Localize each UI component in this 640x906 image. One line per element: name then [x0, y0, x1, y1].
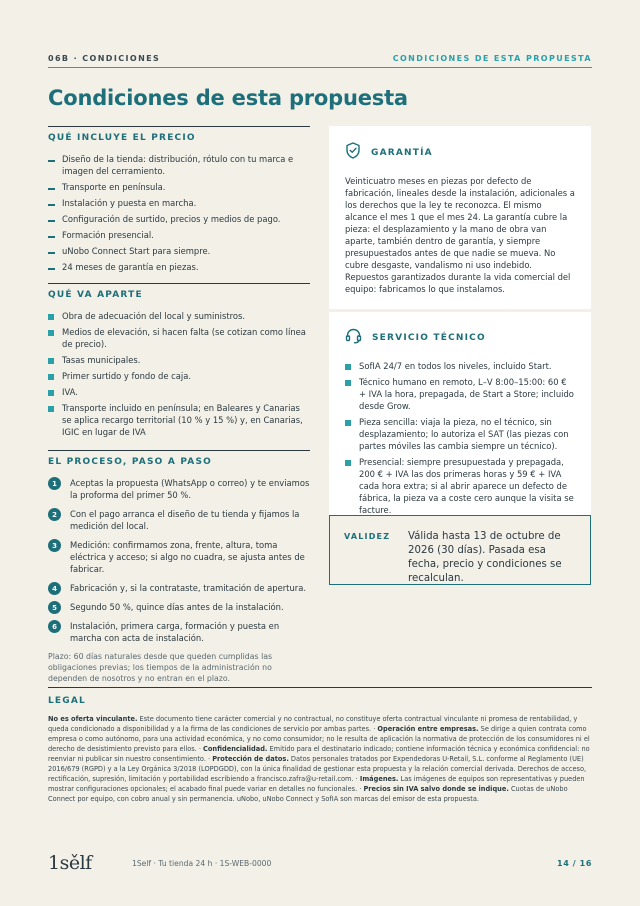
- square-bullet-icon: [48, 330, 54, 336]
- list-item: uNobo Connect Start para siempre.: [48, 245, 310, 257]
- shield-check-icon: [345, 142, 361, 163]
- page-title: Condiciones de esta propuesta: [48, 86, 408, 110]
- section-divider: [48, 283, 310, 284]
- section-divider: [48, 687, 592, 688]
- step-number: 4: [48, 582, 61, 595]
- square-bullet-icon: [345, 380, 351, 386]
- aparte-list: [48, 310, 310, 438]
- section-title: QUÉ INCLUYE EL PRECIO: [48, 133, 196, 143]
- legal-section: [48, 687, 592, 804]
- page-number: 14 / 16: [557, 858, 592, 868]
- list-item: Tasas municipales.: [48, 354, 310, 366]
- square-bullet-icon: [345, 364, 351, 370]
- page-header: [48, 48, 592, 68]
- left-column: [48, 126, 310, 684]
- servicio-card: [329, 312, 591, 534]
- dash-bullet-icon: [48, 220, 55, 222]
- square-bullet-icon: [48, 390, 54, 396]
- card-title: SERVICIO TÉCNICO: [372, 333, 486, 343]
- page-footer: [48, 852, 592, 874]
- section-incluye: [48, 126, 310, 273]
- list-item: Formación presencial.: [48, 229, 310, 241]
- list-item: Transporte en península.: [48, 181, 310, 193]
- process-steps: [48, 477, 310, 644]
- list-item: Instalación y puesta en marcha.: [48, 197, 310, 209]
- running-title: CONDICIONES DE ESTA PROPUESTA: [392, 53, 592, 63]
- section-title: EL PROCESO, PASO A PASO: [48, 457, 213, 467]
- process-step: 4 Fabricación y, si la contrataste, tramitación de apertura.: [48, 582, 310, 594]
- servicio-list: [345, 360, 575, 516]
- step-number: 6: [48, 620, 61, 633]
- brand-logo: 1sělf: [48, 852, 92, 874]
- dash-bullet-icon: [48, 268, 55, 270]
- step-number: 3: [48, 539, 61, 552]
- process-step: 6 Instalación, primera carga, formación y puesta en marcha con acta de instalación.: [48, 620, 310, 644]
- dash-bullet-icon: [48, 204, 55, 206]
- process-step: 2 Con el pago arranca el diseño de tu tienda y fijamos la medición del local.: [48, 508, 310, 532]
- section-title: QUÉ VA APARTE: [48, 290, 143, 300]
- dash-bullet-icon: [48, 236, 55, 238]
- incluye-list: [48, 153, 310, 273]
- list-item: Obra de adecuación del local y suministros.: [48, 310, 310, 322]
- list-item: 24 meses de garantía en piezas.: [48, 261, 310, 273]
- card-title: GARANTÍA: [371, 147, 433, 158]
- validez-box: [329, 515, 591, 585]
- header-divider: [48, 67, 592, 68]
- list-item: Medios de elevación, si hacen falta (se cotizan como línea de precio).: [48, 326, 310, 350]
- list-item: Presencial: siempre presupuestada y prepagada, 200 € + IVA las dos primeras horas y 59 € + IVA cada hora extra; si al abrir aparece un defecto de fábrica, la pieza va a coste cero aunque la visita se facture.: [345, 456, 575, 516]
- square-bullet-icon: [48, 358, 54, 364]
- process-step: 1 Aceptas la propuesta (WhatsApp o correo) y te enviamos la proforma del primer 50 %.: [48, 477, 310, 501]
- validez-text: Válida hasta 13 de octubre de 2026 (30 días). Pasada esa fecha, precio y condiciones se recalculan.: [408, 531, 562, 584]
- headset-icon: [345, 328, 362, 348]
- card-header: [345, 328, 575, 348]
- section-label: 06B · CONDICIONES: [48, 53, 161, 63]
- dash-bullet-icon: [48, 252, 55, 254]
- garantia-card: [329, 126, 591, 309]
- list-item: Transporte incluido en península; en Baleares y Canarias se aplica recargo territorial (10 % y 15 %) y, en Canarias, IGIC en lugar de IVA: [48, 402, 310, 438]
- validez-label: VALIDEZ: [344, 532, 391, 541]
- section-divider: [48, 126, 310, 127]
- garantia-text: Veinticuatro meses en piezas por defecto de fabricación, lineales desde la instalación, adicionales a los derechos que la ley te reconozca. El mismo alcance el mes 1 que el mes 24. La garantía cubre la pieza: el desplazamiento y la mano de obra van aparte, también dentro de garantía, y siempre presupuestados antes de que nadie se mueva. No cubre desgaste, vandalismo ni uso indebido. Repuestos garantizados durante la vida comercial del equipo: fabricamos lo que instalamos.: [345, 176, 575, 294]
- legal-text: No es oferta vinculante. Este documento tiene carácter comercial y no contractual, no constituye oferta contractual vinculante ni promesa de rentabilidad, y queda condicionado a disponibilidad y a la firma de las condiciones de servicio por ambas partes. · Operación entre empresas. Se dirige a quien contrata como empresa o como autónomo, para una actividad económica, y no como consumidor; no le resulta de aplicación la normativa de protección de los consumidores ni el derecho de desistimiento previsto para ellos. · Confidencialidad. Emitido para el destinatario indicado; contiene información técnica y económica confidencial: no reenviar ni publicar sin nuestro consentimiento. · Protección de datos. Datos personales tratados por Expendedoras U-Retail, S.L. conforme al Reglamento (UE) 2016/679 (RGPD) y a la Ley Orgánica 3/2018 (LOPDGDD), con la única finalidad de gestionar esta propuesta y la relación comercial derivada. Derechos de acceso, rectificación, supresión, limitación y portabilidad escribiendo a francisco.zafra@u-retail.com. · Imágenes. Las imágenes de equipos son representativas y pueden mostrar configuraciones opcionales; el acabado final puede variar en detalles no funcionales. · Precios sin IVA salvo donde se indique. Cuotas de uNobo Connect por equipo, con cobro anual y sin permanencia. uNobo, uNobo Connect y SofIA son marcas del emisor de esta propuesta.: [48, 715, 590, 803]
- dash-bullet-icon: [48, 188, 55, 190]
- square-bullet-icon: [48, 406, 54, 412]
- process-note: Plazo: 60 días naturales desde que queden cumplidas las obligaciones previas; los tiempos de la administración no dependen de nosotros y no entran en el plazo.: [48, 652, 273, 683]
- process-step: 3 Medición: confirmamos zona, frente, altura, toma eléctrica y acceso; si algo no cuadra, se ajusta antes de fabricar.: [48, 539, 310, 575]
- list-item: Configuración de surtido, precios y medios de pago.: [48, 213, 310, 225]
- list-item: SofIA 24/7 en todos los niveles, incluido Start.: [345, 360, 575, 372]
- dash-bullet-icon: [48, 160, 55, 162]
- square-bullet-icon: [345, 420, 351, 426]
- square-bullet-icon: [48, 374, 54, 380]
- process-step: 5 Segundo 50 %, quince días antes de la instalación.: [48, 601, 310, 613]
- footer-reference: 1Self · Tu tienda 24 h · 1S-WEB-0000: [132, 858, 272, 868]
- list-item: IVA.: [48, 386, 310, 398]
- square-bullet-icon: [48, 314, 54, 320]
- card-header: [345, 142, 575, 163]
- section-divider: [48, 450, 310, 451]
- square-bullet-icon: [345, 460, 351, 466]
- section-title: LEGAL: [48, 696, 86, 706]
- section-aparte: [48, 283, 310, 438]
- list-item: Primer surtido y fondo de caja.: [48, 370, 310, 382]
- step-number: 1: [48, 477, 61, 490]
- step-number: 5: [48, 601, 61, 614]
- list-item: Técnico humano en remoto, L–V 8:00–15:00: 60 € + IVA la hora, prepagada, de Start a Store; incluido desde Grow.: [345, 376, 575, 412]
- list-item: Pieza sencilla: viaja la pieza, no el técnico, sin desplazamiento; lo autoriza el SAT (las piezas con partes móviles las cambia siempre un técnico).: [345, 416, 575, 452]
- step-number: 2: [48, 508, 61, 521]
- section-proceso: [48, 450, 310, 684]
- list-item: Diseño de la tienda: distribución, rótulo con tu marca e imagen del cerramiento.: [48, 153, 310, 177]
